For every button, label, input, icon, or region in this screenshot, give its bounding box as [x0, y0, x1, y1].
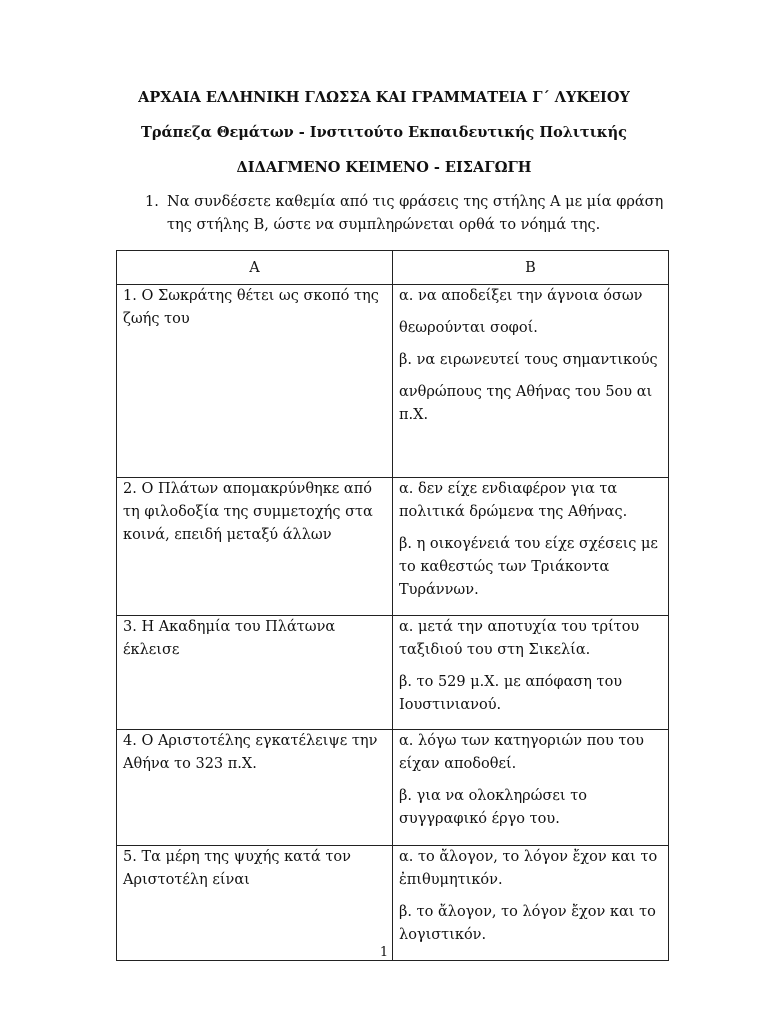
option-line: λογιστικόν. [399, 927, 487, 943]
option-line: α. λόγω των κατηγοριών που του [399, 733, 644, 749]
column-a-cell [117, 478, 393, 616]
option-line: θεωρούνται σοφοί. [399, 320, 538, 336]
column-a-cell [117, 285, 393, 478]
option-line: ταξιδιού του στη Σικελία. [399, 642, 591, 658]
cell-line: Αριστοτέλη είναι [123, 872, 250, 888]
option-line: Τυράννων. [399, 582, 479, 598]
question-text [167, 191, 665, 237]
column-b-header: Β [393, 251, 669, 285]
option-line: β. το ἄλογον, το λόγον ἔχον και το [399, 904, 656, 920]
option-line: το καθεστώς των Τριάκοντα [399, 559, 610, 575]
option-line: ανθρώπους της Αθήνας του 5ου αι [399, 384, 653, 400]
cell-line: 5. Τα μέρη της ψυχής κατά τον [123, 849, 351, 865]
cell-line: ζωής του [123, 311, 190, 327]
cell-line: έκλεισε [123, 642, 180, 658]
option-line: ἐπιθυμητικόν. [399, 872, 503, 888]
option-line: πολιτικά δρώμενα της Αθήνας. [399, 504, 628, 520]
column-a-cell [117, 846, 393, 961]
option-line: β. για να ολοκληρώσει το [399, 788, 587, 804]
cell-line: Αθήνα το 323 π.Χ. [123, 756, 257, 772]
column-b-cell [393, 616, 669, 730]
option-line: είχαν αποδοθεί. [399, 756, 517, 772]
option-beta [399, 533, 662, 602]
option-line: α. δεν είχε ενδιαφέρον για τα [399, 481, 618, 497]
table-row [117, 616, 669, 730]
option-line: α. μετά την αποτυχία του τρίτου [399, 619, 640, 635]
option-beta [399, 671, 662, 717]
option-alpha [399, 285, 662, 340]
table-row [117, 730, 669, 846]
table-header-row [117, 251, 669, 285]
document-title: ΑΡΧΑΙΑ ΕΛΛΗΝΙΚΗ ΓΛΩΣΣΑ ΚΑΙ ΓΡΑΜΜΑΤΕΙΑ Γ΄ ΛΥΚΕΙΟΥ [138, 89, 630, 106]
column-b-cell [393, 478, 669, 616]
option-alpha [399, 616, 662, 662]
option-line: π.Χ. [399, 407, 429, 423]
option-line: β. το 529 μ.Χ. με απόφαση του [399, 674, 623, 690]
question-number: 1. [145, 194, 159, 210]
cell-line: τη φιλοδοξία της συμμετοχής στα [123, 504, 373, 520]
document-subtitle: Τράπεζα Θεμάτων - Ινστιτούτο Εκπαιδευτικής Πολιτικής [141, 124, 627, 141]
table-row [117, 478, 669, 616]
table-row [117, 846, 669, 961]
cell-line: 4. Ο Αριστοτέλης εγκατέλειψε την [123, 733, 378, 749]
table-row [117, 285, 669, 478]
question-line-2: της στήλης Β, ώστε να συμπληρώνεται ορθά το νόημά της. [167, 217, 601, 233]
column-a-cell [117, 730, 393, 846]
column-a-cell [117, 616, 393, 730]
option-beta [399, 349, 662, 427]
column-b-cell [393, 846, 669, 961]
section-title: ΔΙΔΑΓΜΕΝΟ ΚΕΙΜΕΝΟ - ΕΙΣΑΓΩΓΗ [236, 159, 532, 176]
column-b-cell [393, 730, 669, 846]
matching-table [116, 250, 669, 961]
column-b-cell [393, 285, 669, 478]
option-alpha [399, 478, 662, 524]
option-alpha [399, 846, 662, 892]
page-number: 1 [379, 945, 389, 960]
option-line: β. η οικογένειά του είχε σχέσεις με [399, 536, 658, 552]
cell-line: κοινά, επειδή μεταξύ άλλων [123, 527, 332, 543]
option-line: Ιουστινιανού. [399, 697, 502, 713]
option-line: α. να αποδείξει την άγνοια όσων [399, 288, 643, 304]
option-beta [399, 901, 662, 947]
column-a-header: Α [117, 251, 393, 285]
cell-line: 3. Η Ακαδημία του Πλάτωνα [123, 619, 336, 635]
cell-line: 1. Ο Σωκράτης θέτει ως σκοπό της [123, 288, 379, 304]
option-line: συγγραφικό έργο του. [399, 811, 560, 827]
question-line-1: Να συνδέσετε καθεμία από τις φράσεις της στήλης Α με μία φράση [167, 194, 664, 210]
option-beta [399, 785, 662, 831]
option-alpha [399, 730, 662, 776]
cell-line: 2. Ο Πλάτων απομακρύνθηκε από [123, 481, 372, 497]
option-line: β. να ειρωνευτεί τους σημαντικούς [399, 352, 658, 368]
option-line: α. το ἄλογον, το λόγον ἔχον και το [399, 849, 658, 865]
